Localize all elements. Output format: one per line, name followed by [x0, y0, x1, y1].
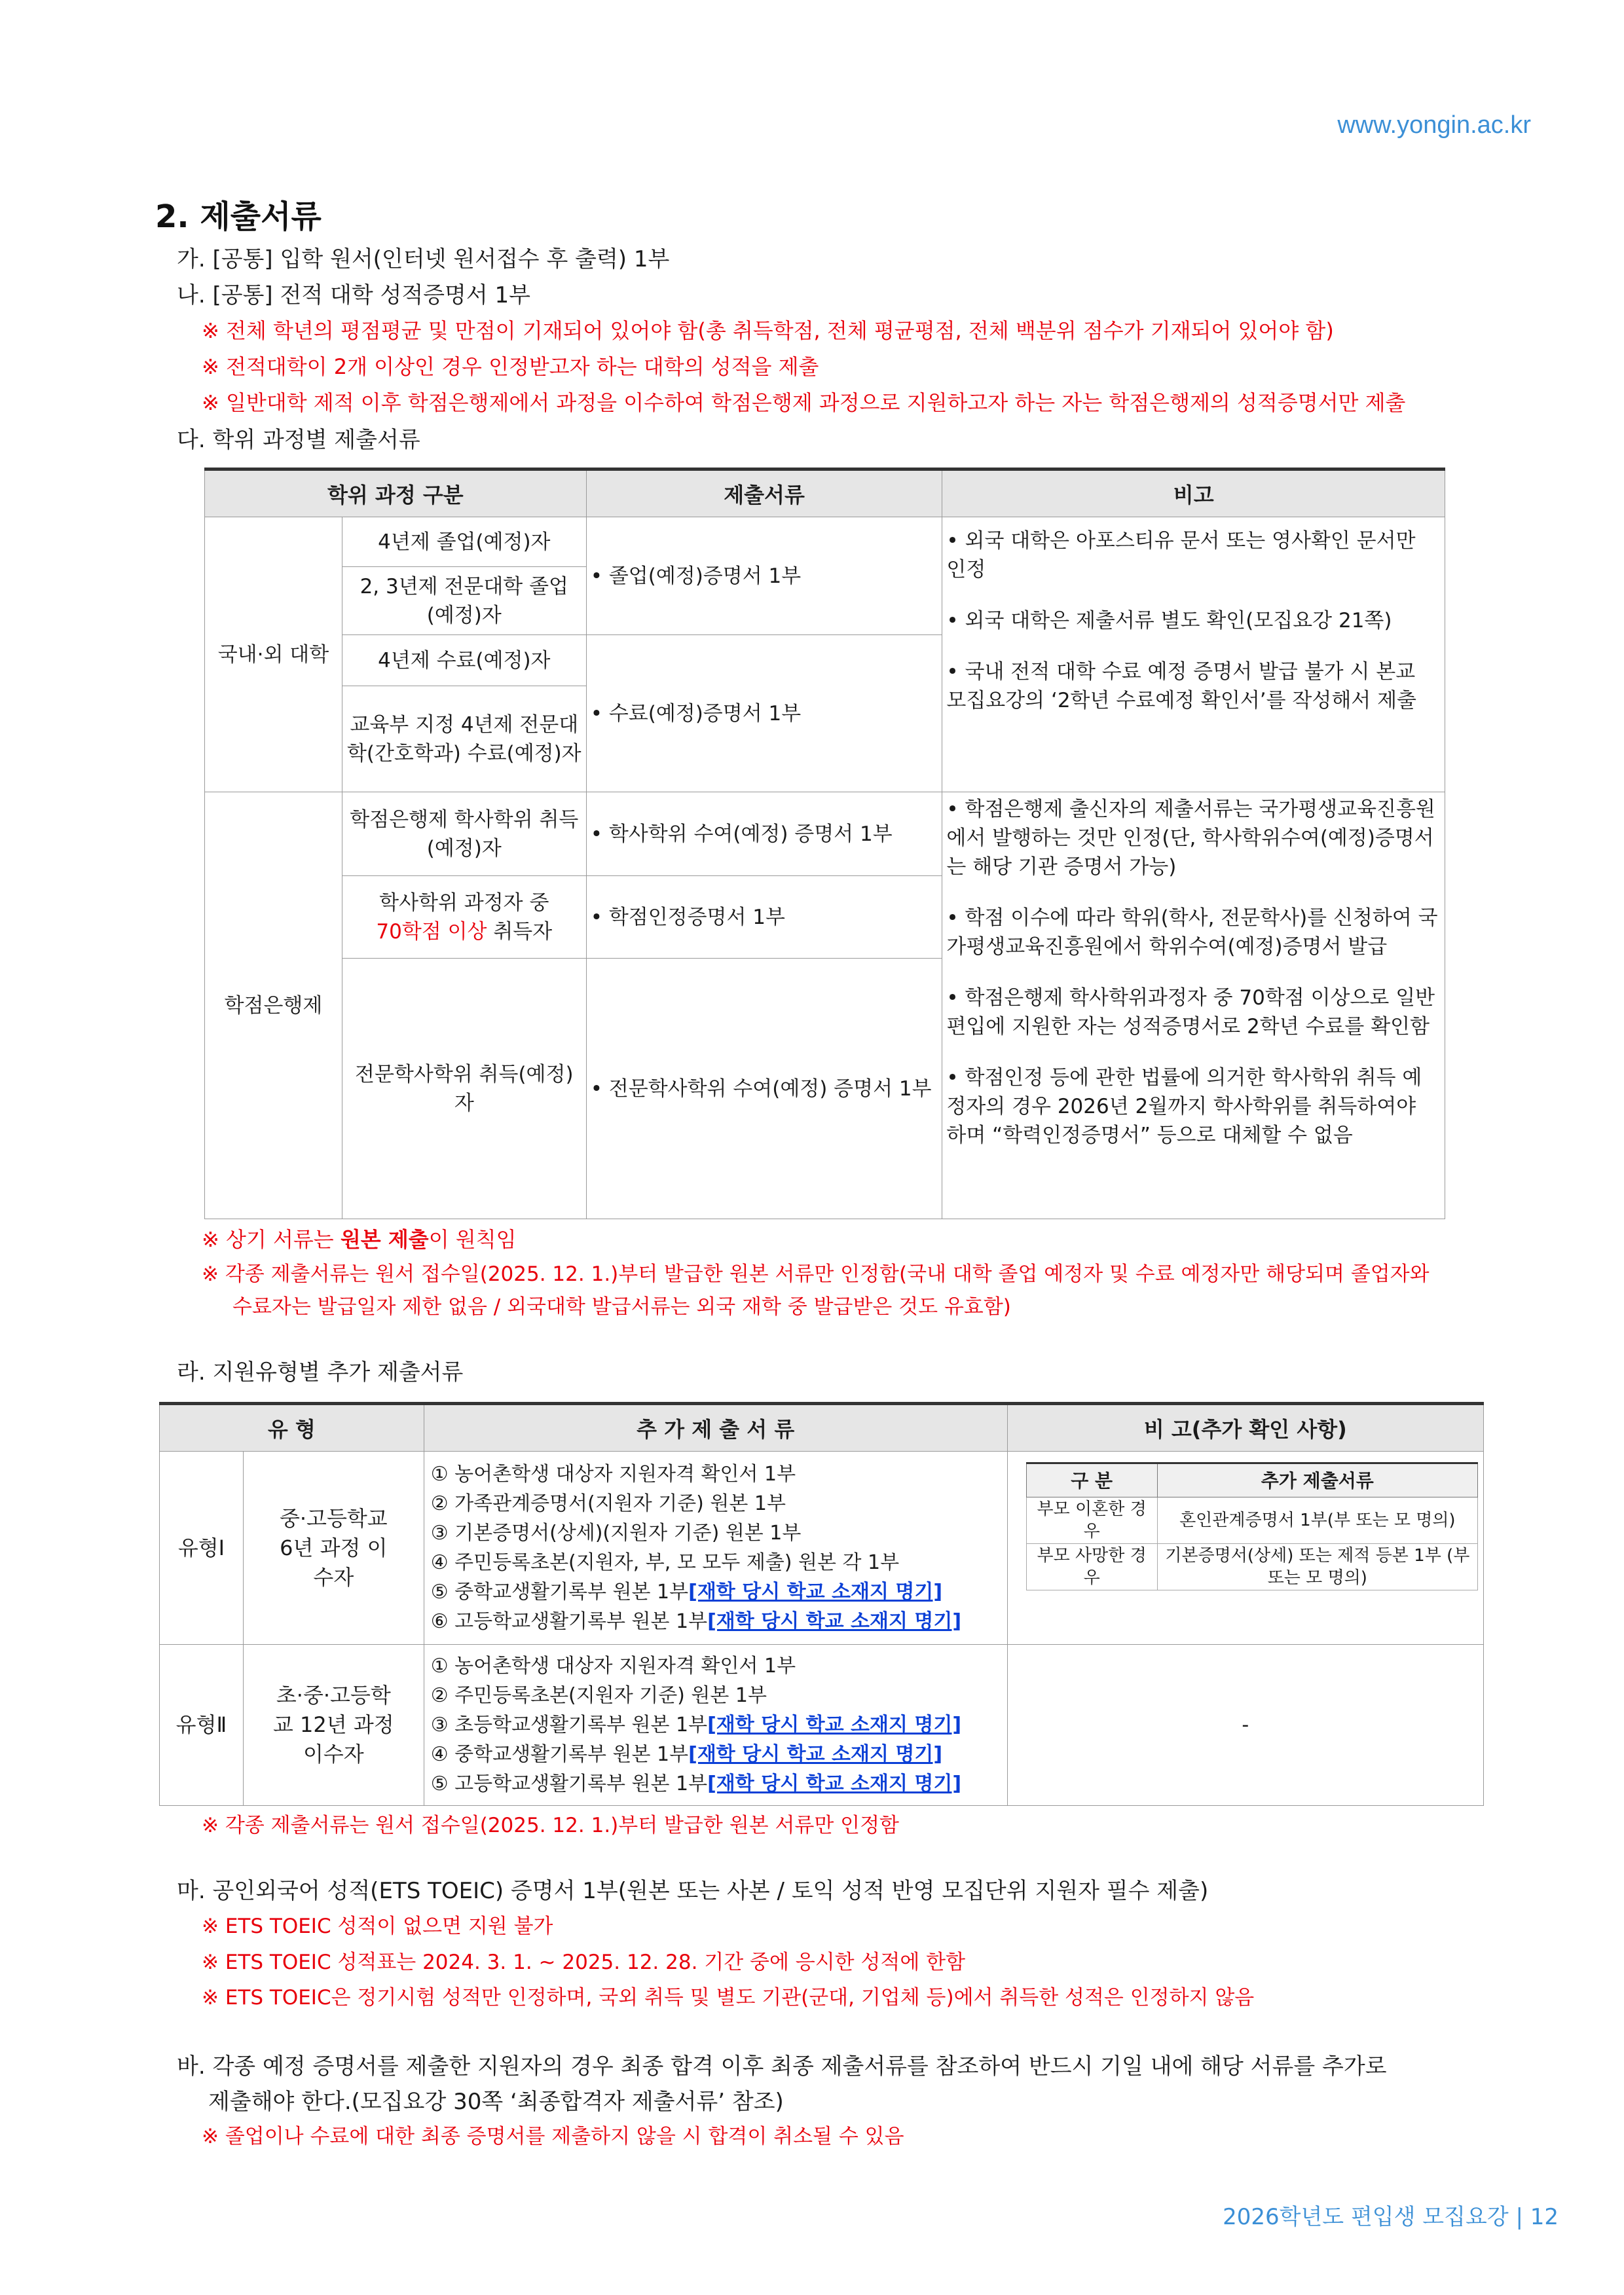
site-url[interactable]: www.yongin.ac.kr — [1337, 111, 1531, 139]
school-location-tag: [재학 당시 학교 소재지 명기] — [707, 1714, 962, 1736]
list-item: ④ 주민등록초본(지원자, 부, 모 모두 제출) 원본 각 1부 — [430, 1551, 900, 1574]
list-item-text: ③ 초등학교생활기록부 원본 1부 — [430, 1714, 708, 1736]
document-cell: • 학사학위 수여(예정) 증명서 1부 — [586, 792, 942, 876]
note-line: ※ 일반대학 제적 이후 학점은행제에서 과정을 이수하여 학점은행제 과정으로 지원하고자 하는 자는 학점은행제의 성적증명서만 제출 — [202, 390, 1406, 415]
remark-cell — [1007, 1452, 1483, 1645]
note-text: ※ 상기 서류는 — [202, 1227, 341, 1252]
note-line: ※ ETS TOEIC 성적이 없으면 지원 불가 — [202, 1915, 553, 1938]
degree-type: 4년제 수료(예정)자 — [342, 635, 586, 686]
table-header: 학위 과정 구분 — [205, 469, 587, 517]
table-header: 비고 — [942, 469, 1445, 517]
table-header: 유 형 — [160, 1404, 424, 1452]
item-ga: 가. [공통] 입학 원서(인터넷 원서접수 후 출력) 1부 — [177, 246, 670, 272]
document-cell: • 학점인정증명서 1부 — [586, 876, 942, 959]
remark-line: • 학점 이수에 따라 학위(학사, 전문학사)를 신청하여 국가평생교육진흥원에서 학위수여(예정)증명서 발급 — [946, 906, 1438, 959]
document-cell: • 전문학사학위 수여(예정) 증명서 1부 — [586, 959, 942, 1219]
document-list — [424, 1645, 1007, 1806]
list-item — [431, 1769, 1001, 1799]
remark-line: • 외국 대학은 아포스티유 문서 또는 영사확인 문서만 인정 — [946, 529, 1416, 581]
list-item — [431, 1740, 1001, 1769]
additional-documents-table — [159, 1402, 1484, 1806]
document-cell: • 수료(예정)증명서 1부 — [586, 635, 942, 792]
remark-line: • 국내 전적 대학 수료 예정 증명서 발급 불가 시 본교 모집요강의 ‘2학년 수료예정 확인서’를 작성해서 제출 — [946, 660, 1416, 712]
note-line: ※ 전체 학년의 평점평균 및 만점이 기재되어 있어야 함(총 취득학점, 전체 평균평점, 전체 백분위 점수가 기재되어 있어야 함) — [202, 318, 1334, 343]
remark-line: • 학점은행제 출신자의 제출서류는 국가평생교육진흥원에서 발행하는 것만 인정(단, 학사학위수여(예정)증명서는 해당 기관 증명서 가능) — [946, 798, 1435, 879]
item-ra: 라. 지원유형별 추가 제출서류 — [177, 1359, 464, 1386]
table-header: 제출서류 — [586, 469, 942, 517]
remark-line: • 학점은행제 학사학위과정자 중 70학점 이상으로 일반 편입에 지원한 자는 성적증명서로 2학년 수료를 확인함 — [946, 986, 1435, 1038]
school-location-tag: [재학 당시 학교 소재지 명기] — [707, 1772, 962, 1795]
remark-cell — [942, 792, 1445, 1219]
note-line: ※ ETS TOEIC은 정기시험 성적만 인정하며, 국외 취득 및 별도 기관(군대, 기업체 등)에서 취득한 성적은 인정하지 않음 — [202, 1986, 1255, 2010]
item-ma: 마. 공인외국어 성적(ETS TOEIC) 증명서 1부(원본 또는 사본 / 토익 성적 반영 모집단위 지원자 필수 제출) — [177, 1878, 1209, 1904]
list-item-text: ④ 중학교생활기록부 원본 1부 — [430, 1743, 689, 1766]
document-list — [424, 1452, 1007, 1645]
list-item: ② 주민등록초본(지원자 기준) 원본 1부 — [430, 1684, 767, 1707]
list-item: ① 농어촌학생 대상자 지원자격 확인서 1부 — [430, 1463, 796, 1486]
item-ba-cont: 제출해야 한다.(모집요강 30쪽 ‘최종합격자 제출서류’ 참조) — [208, 2089, 784, 2115]
inner-cell: 혼인관계증명서 1부(부 또는 모 명의) — [1157, 1497, 1477, 1544]
list-item — [431, 1607, 1001, 1636]
document-cell: • 졸업(예정)증명서 1부 — [586, 517, 942, 635]
type-name: 유형Ⅱ — [160, 1645, 244, 1806]
parent-status-table — [1026, 1462, 1478, 1590]
list-item: ② 가족관계증명서(지원자 기준) 원본 1부 — [430, 1492, 786, 1515]
school-location-tag: [재학 당시 학교 소재지 명기] — [688, 1743, 943, 1766]
table-header: 비 고(추가 확인 사항) — [1007, 1404, 1483, 1452]
type-name: 유형Ⅰ — [160, 1452, 244, 1645]
inner-cell: 기본증명서(상세) 또는 제적 등본 1부 (부 또는 모 명의) — [1157, 1544, 1477, 1590]
type-desc: 중·고등학교 6년 과정 이수자 — [243, 1452, 424, 1645]
type-desc: 초·중·고등학교 12년 과정 이수자 — [243, 1645, 424, 1806]
item-na: 나. [공통] 전적 대학 성적증명서 1부 — [177, 282, 530, 308]
note-line: ※ 전적대학이 2개 이상인 경우 인정받고자 하는 대학의 성적을 제출 — [202, 354, 819, 379]
degree-type: 4년제 졸업(예정)자 — [342, 517, 586, 567]
note-line: ※ 졸업이나 수료에 대한 최종 증명서를 제출하지 않을 시 합격이 취소될 수 있음 — [202, 2125, 904, 2148]
remark-cell: - — [1007, 1645, 1483, 1806]
school-location-tag: [재학 당시 학교 소재지 명기] — [688, 1581, 943, 1604]
item-ba: 바. 각종 예정 증명서를 제출한 지원자의 경우 최종 합격 이후 최종 제출서류를 참조하여 반드시 기일 내에 해당 서류를 추가로 — [177, 2053, 1387, 2080]
list-item-text: ⑤ 고등학교생활기록부 원본 1부 — [430, 1772, 708, 1795]
degree-type-highlight: 70학점 이상 — [376, 919, 487, 944]
page-footer: 2026학년도 편입생 모집요강 | 12 — [1223, 2204, 1559, 2230]
school-location-tag: [재학 당시 학교 소재지 명기] — [707, 1610, 962, 1633]
note-text: 이 원칙임 — [428, 1227, 517, 1252]
list-item-text: ⑤ 중학교생활기록부 원본 1부 — [430, 1581, 689, 1604]
note-line: ※ ETS TOEIC 성적표는 2024. 3. 1. ~ 2025. 12. 28. 기간 중에 응시한 성적에 한함 — [202, 1951, 966, 1974]
list-item — [431, 1710, 1001, 1740]
group-label: 국내·외 대학 — [205, 517, 342, 792]
degree-type: 2, 3년제 전문대학 졸업(예정)자 — [342, 567, 586, 635]
note-line: ※ 각종 제출서류는 원서 접수일(2025. 12. 1.)부터 발급한 원본 서류만 인정함(국내 대학 졸업 예정자 및 수료 예정자만 해당되며 졸업자와 — [202, 1262, 1430, 1286]
list-item-text: ⑥ 고등학교생활기록부 원본 1부 — [430, 1610, 708, 1633]
inner-cell: 부모 사망한 경우 — [1026, 1544, 1157, 1590]
inner-header: 구 분 — [1026, 1463, 1157, 1497]
inner-cell: 부모 이혼한 경우 — [1026, 1497, 1157, 1544]
remark-cell — [942, 517, 1445, 792]
degree-type-text: 취득자 — [487, 919, 553, 944]
remark-line: • 외국 대학은 제출서류 별도 확인(모집요강 21쪽) — [946, 609, 1392, 633]
inner-header: 추가 제출서류 — [1157, 1463, 1477, 1497]
remark-line: • 학점인정 등에 관한 법률에 의거한 학사학위 취득 예정자의 경우 2026년 2월까지 학사학위를 취득하여야 하며 “학력인정증명서” 등으로 대체할 수 없음 — [946, 1066, 1422, 1147]
group-label: 학점은행제 — [205, 792, 342, 1219]
note-line: 수료자는 발급일자 제한 없음 / 외국대학 발급서류는 외국 재학 중 발급받은 것도 유효함) — [232, 1295, 1011, 1319]
note-original — [202, 1223, 517, 1253]
degree-type — [342, 876, 586, 959]
item-da: 다. 학위 과정별 제출서류 — [177, 427, 420, 453]
list-item — [431, 1577, 1001, 1607]
note-line: ※ 각종 제출서류는 원서 접수일(2025. 12. 1.)부터 발급한 원본 서류만 인정함 — [202, 1814, 899, 1837]
degree-type: 교육부 지정 4년제 전문대학(간호학과) 수료(예정)자 — [342, 686, 586, 792]
section-title: 2. 제출서류 — [155, 198, 322, 235]
note-bold: 원본 제출 — [340, 1227, 429, 1252]
list-item: ③ 기본증명서(상세)(지원자 기준) 원본 1부 — [430, 1522, 802, 1545]
degree-type-text: 학사학위 과정자 중 — [379, 890, 549, 915]
degree-documents-table — [204, 468, 1445, 1219]
table-header: 추 가 제 출 서 류 — [424, 1404, 1007, 1452]
degree-type: 학점은행제 학사학위 취득(예정)자 — [342, 792, 586, 876]
list-item: ① 농어촌학생 대상자 지원자격 확인서 1부 — [430, 1655, 796, 1678]
degree-type: 전문학사학위 취득(예정)자 — [342, 959, 586, 1219]
